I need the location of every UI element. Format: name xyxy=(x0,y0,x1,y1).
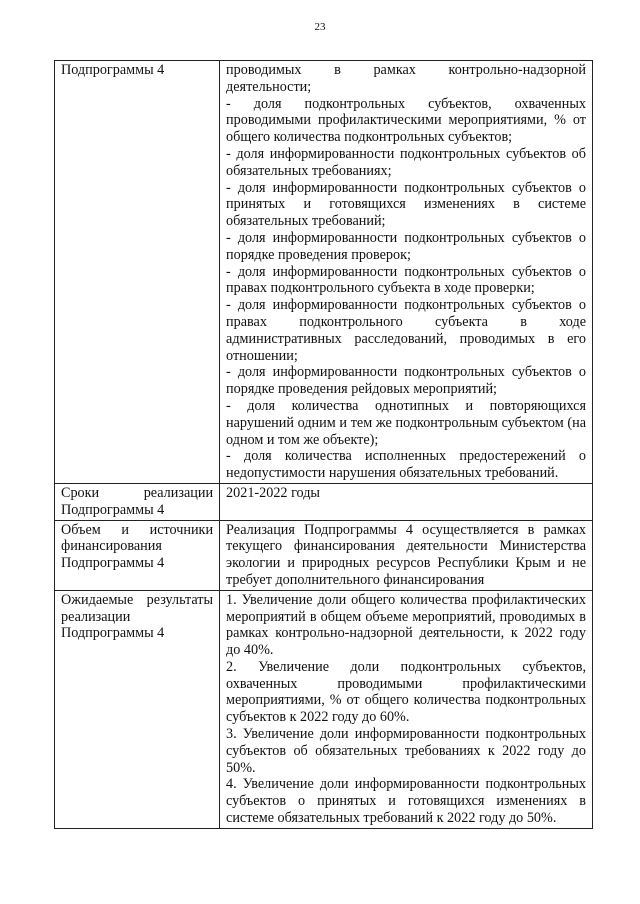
list-item: - доля информированности подконтрольных субъектов об обязательных требованиях; xyxy=(226,145,586,179)
row-label: Подпрограммы 4 xyxy=(55,61,220,484)
list-item: - доля информированности подконтрольных субъектов о принятых и готовящихся изменениях в системе обязательных требований; xyxy=(226,179,586,230)
table-row-expected-results xyxy=(55,590,593,828)
list-item: - доля информированности подконтрольных субъектов о правах подконтрольного субъекта в ходе проверки; xyxy=(226,263,586,297)
row-label: Объем и источники финансирования Подпрограммы 4 xyxy=(55,520,220,590)
list-item: 2. Увеличение доли подконтрольных субъектов, охваченных проводимыми профилактическими мероприятиями, % от общего количества подконтрольных субъектов к 2022 году до 60%. xyxy=(226,658,586,726)
funding-text: Реализация Подпрограммы 4 осуществляется в рамках текущего финансирования деятельности Министерства экологии и природных ресурсов Республики Крым и не требует дополнительного финансирования xyxy=(226,521,586,588)
row-value xyxy=(220,520,593,590)
period-text: 2021-2022 годы xyxy=(226,484,320,501)
row-label: Сроки реализации Подпрограммы 4 xyxy=(55,483,220,520)
list-item: - доля количества исполненных предостережений о недопустимости нарушения обязательных требований. xyxy=(226,448,586,482)
row-value xyxy=(220,483,593,520)
list-item: - доля подконтрольных субъектов, охваченных проводимыми профилактическими мероприятиями, % от общего количества подконтрольных субъектов; xyxy=(226,95,586,146)
list-item: - доля информированности подконтрольных субъектов о порядке проведения проверок; xyxy=(226,229,586,263)
page-number: 23 xyxy=(314,21,326,33)
list-item: 1. Увеличение доли общего количества профилактических мероприятий в общем объеме мероприятий, проводимых в рамках контрольно-надзорной деятельности, к 2022 году до 40%. xyxy=(226,591,586,659)
list-item: 4. Увеличение доли информированности подконтрольных субъектов о принятых и готовящихся изменениях в системе обязательных требований к 2022 году до 50%. xyxy=(226,776,586,827)
table-row-funding xyxy=(55,520,593,590)
list-item: - доля информированности подконтрольных субъектов о правах подконтрольного субъекта в ходе административных расследований, проводимых в его отношении; xyxy=(226,297,586,364)
list-item: - доля количества однотипных и повторяющихся нарушений одним и тем же подконтрольным субъектом (на одном и том же объекте); xyxy=(226,397,586,448)
list-item: 3. Увеличение доли информированности подконтрольных субъектов об обязательных требованиях к 2022 году до 50%. xyxy=(226,726,586,776)
list-item: проводимых в рамках контрольно-надзорной деятельности; xyxy=(226,62,586,95)
program-passport-table xyxy=(54,60,593,829)
row-value xyxy=(220,61,593,484)
list-item: - доля информированности подконтрольных субъектов о порядке проведения рейдовых мероприятий; xyxy=(226,364,586,398)
row-label: Ожидаемые результаты реализации Подпрограммы 4 xyxy=(55,590,220,828)
table-row-period xyxy=(55,483,593,520)
row-value xyxy=(220,590,593,828)
table-row-indicators xyxy=(55,61,593,484)
